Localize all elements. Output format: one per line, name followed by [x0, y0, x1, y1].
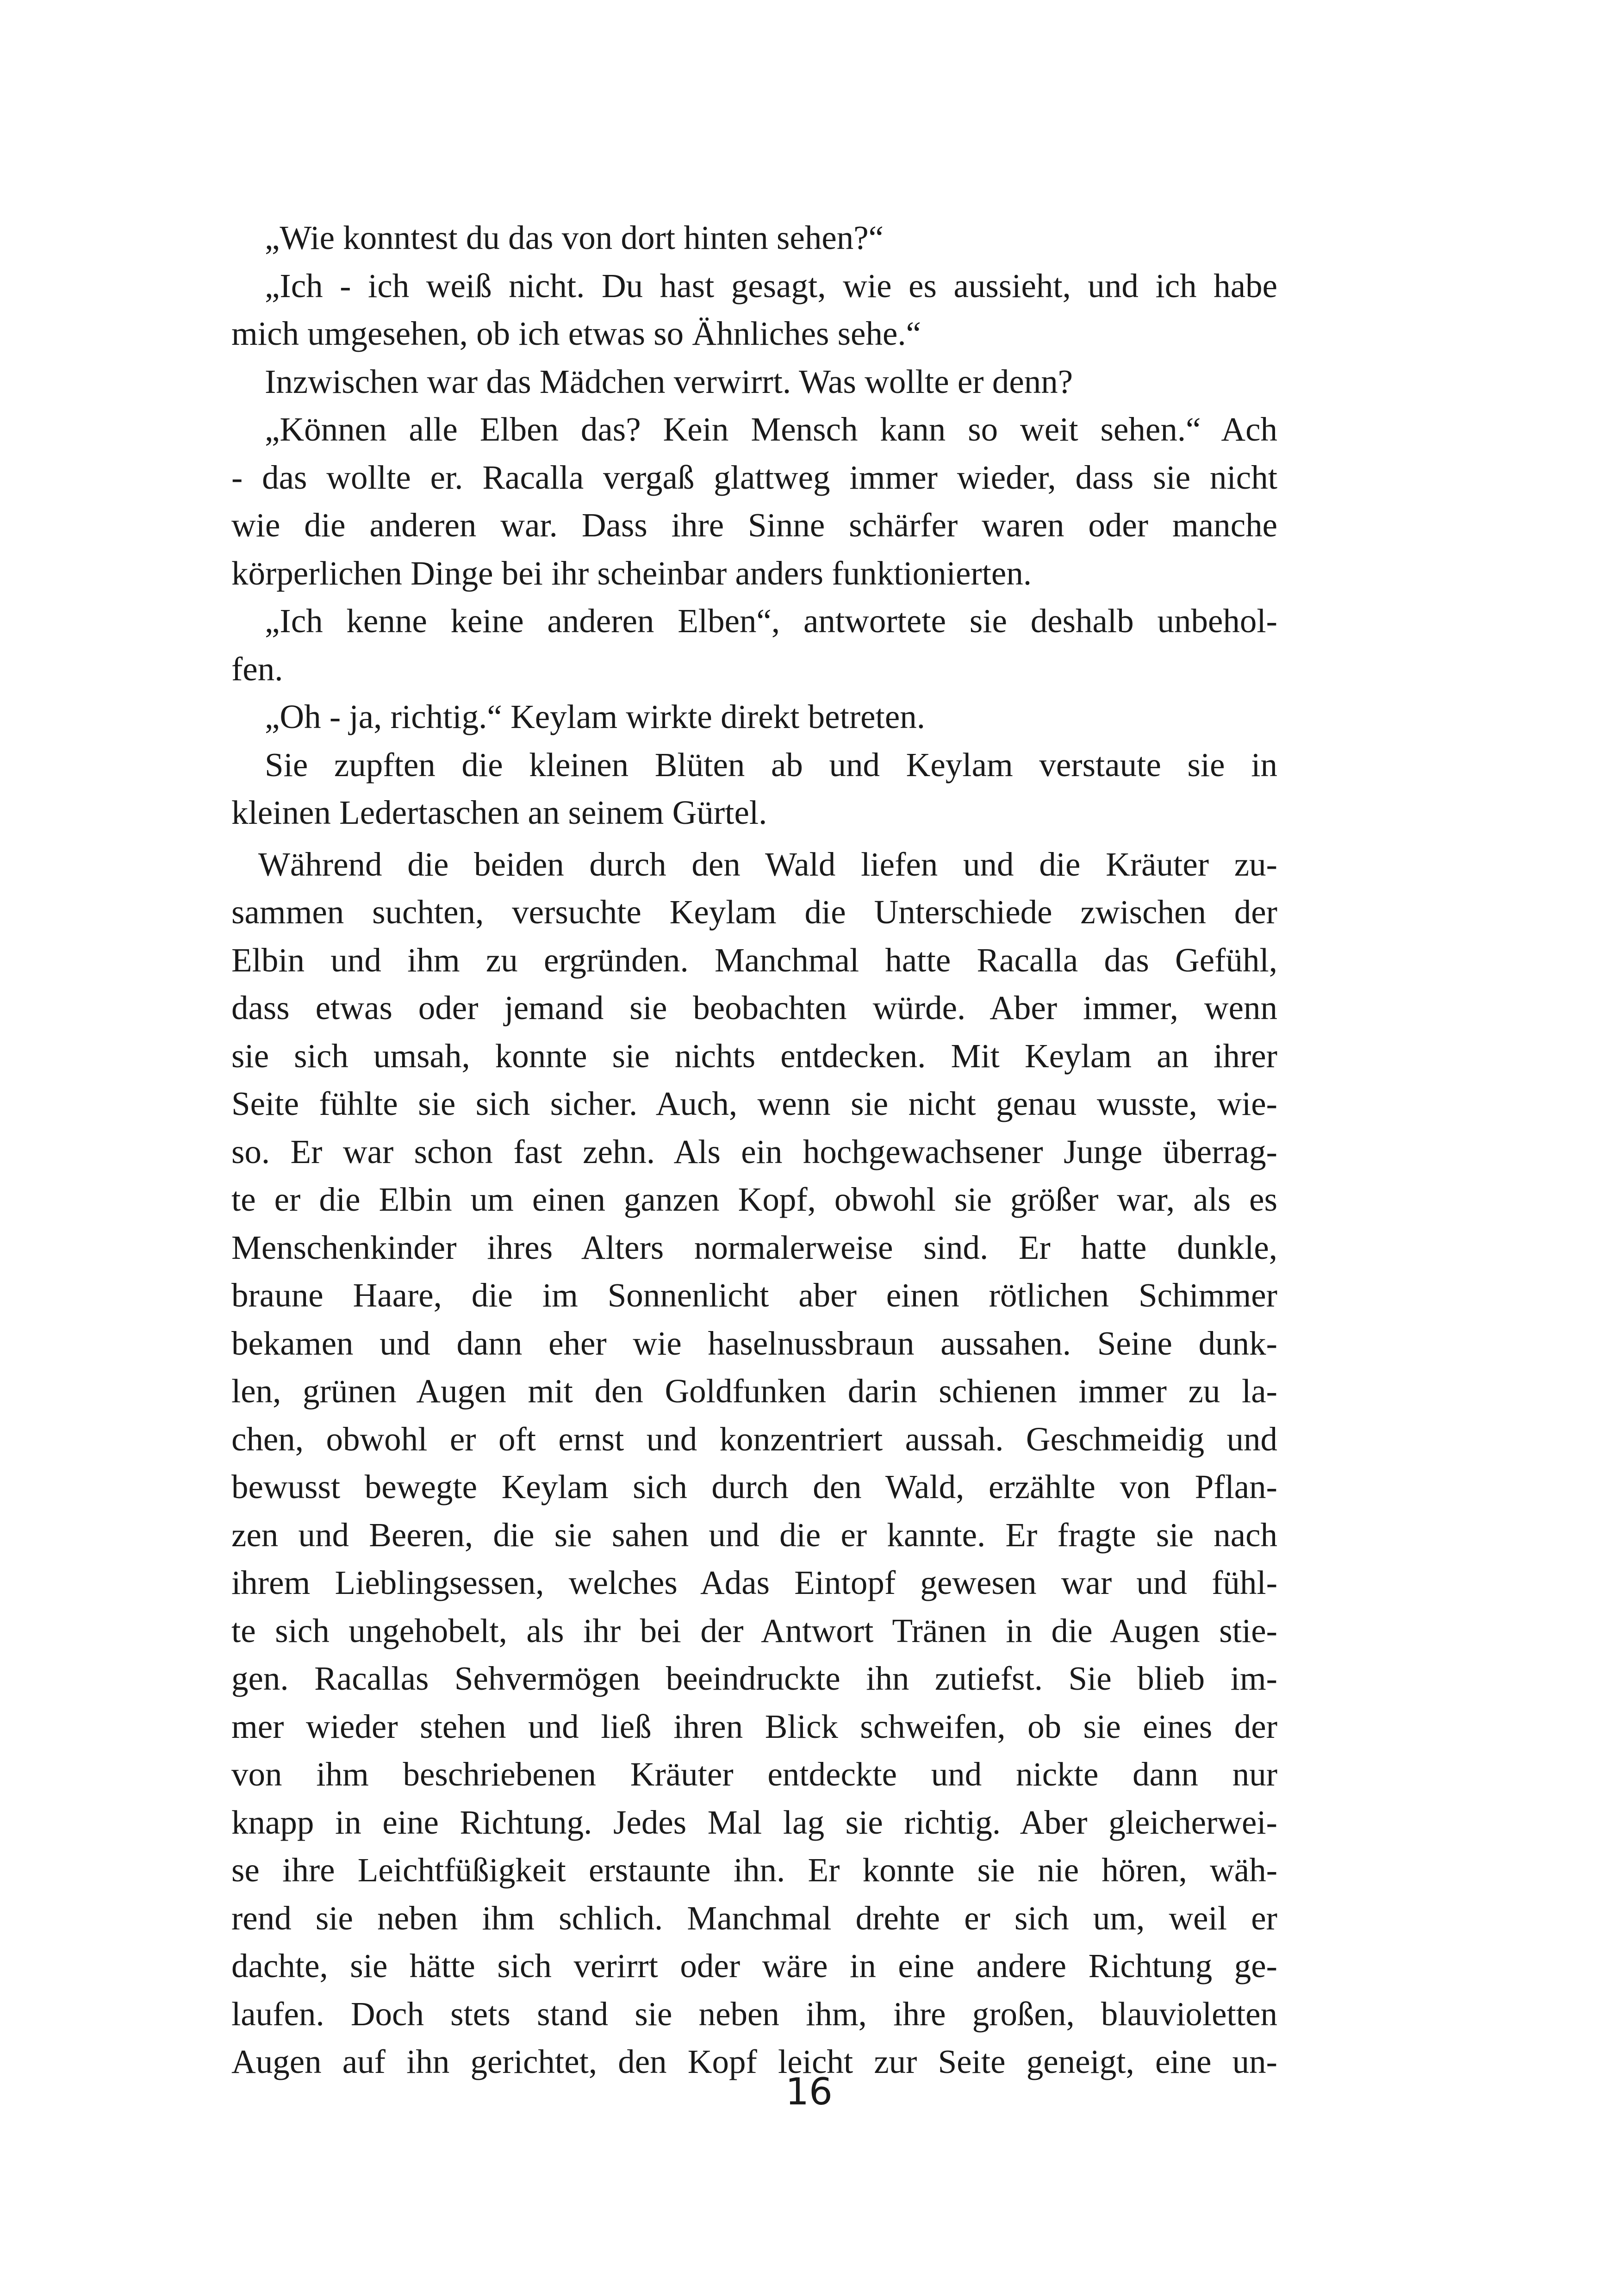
text-line-18: sie sich umsah, konnte sie nichts entdecken. Mit Keylam an ihrer [231, 1037, 1277, 1075]
text-line-1: „Wie konntest du das von dort hinten sehen?“ [265, 219, 884, 256]
text-line-32: mer wieder stehen und ließ ihren Blick schweifen, ob sie eines der [231, 1707, 1277, 1745]
text-line-13: kleinen Ledertaschen an seinem Gürtel. [231, 794, 767, 831]
text-line-8: körperlichen Dinge bei ihr scheinbar anders funktionierten. [231, 554, 1032, 592]
text-line-17: dass etwas oder jemand sie beobachten würde. Aber immer, wenn [231, 989, 1277, 1027]
text-line-4: Inzwischen war das Mädchen verwirrt. Was wollte er denn? [265, 362, 1073, 400]
text-line-16: Elbin und ihm zu ergründen. Manchmal hatte Racalla das Gefühl, [231, 941, 1277, 979]
page-number: 16 [785, 2070, 833, 2113]
text-line-35: se ihre Leichtfüßigkeit erstaunte ihn. Er konnte sie nie hören, wäh- [231, 1851, 1277, 1889]
text-line-39: Augen auf ihn gerichtet, den Kopf leicht zur Seite geneigt, eine un- [231, 2043, 1277, 2080]
text-line-5: „Können alle Elben das? Kein Mensch kann so weit sehen.“ Ach [265, 411, 1277, 448]
text-line-10: fen. [231, 650, 283, 688]
text-line-24: bekamen und dann eher wie haselnussbraun aussahen. Seine dunk- [231, 1324, 1277, 1362]
text-line-34: knapp in eine Richtung. Jedes Mal lag sie richtig. Aber gleicherwei- [231, 1803, 1277, 1841]
text-line-27: bewusst bewegte Keylam sich durch den Wald, erzählte von Pflan- [231, 1468, 1277, 1506]
text-line-29: ihrem Lieblingsessen, welches Adas Eintopf gewesen war und fühl- [231, 1564, 1277, 1601]
text-line-6: - das wollte er. Racalla vergaß glattweg immer wieder, dass sie nicht [231, 458, 1277, 496]
text-line-33: von ihm beschriebenen Kräuter entdeckte und nickte dann nur [231, 1755, 1277, 1793]
text-line-38: laufen. Doch stets stand sie neben ihm, ihre großen, blauvioletten [231, 1995, 1277, 2033]
text-line-9: „Ich kenne keine anderen Elben“, antwortete sie deshalb unbehol- [265, 602, 1277, 640]
text-line-3: mich umgesehen, ob ich etwas so Ähnliches sehe.“ [231, 315, 921, 352]
text-line-14: Während die beiden durch den Wald liefen und die Kräuter zu- [258, 845, 1277, 883]
text-line-25: len, grünen Augen mit den Goldfunken darin schienen immer zu la- [231, 1372, 1277, 1410]
text-line-11: „Oh - ja, richtig.“ Keylam wirkte direkt betreten. [265, 698, 925, 735]
text-line-19: Seite fühlte sie sich sicher. Auch, wenn sie nicht genau wusste, wie- [231, 1085, 1277, 1122]
text-line-7: wie die anderen war. Dass ihre Sinne schärfer waren oder manche [231, 506, 1277, 544]
text-line-37: dachte, sie hätte sich verirrt oder wäre in eine andere Richtung ge- [231, 1947, 1277, 1985]
text-line-23: braune Haare, die im Sonnenlicht aber einen rötlichen Schimmer [231, 1276, 1277, 1314]
text-line-31: gen. Racallas Sehvermögen beeindruckte ihn zutiefst. Sie blieb im- [231, 1660, 1277, 1697]
body-text [231, 214, 1277, 2086]
text-line-26: chen, obwohl er oft ernst und konzentriert aussah. Geschmeidig und [231, 1420, 1277, 1458]
text-line-12: Sie zupften die kleinen Blüten ab und Keylam verstaute sie in [265, 746, 1277, 784]
text-line-36: rend sie neben ihm schlich. Manchmal drehte er sich um, weil er [231, 1899, 1277, 1937]
text-line-21: te er die Elbin um einen ganzen Kopf, obwohl sie größer war, als es [231, 1181, 1277, 1218]
text-line-22: Menschenkinder ihres Alters normalerweise sind. Er hatte dunkle, [231, 1228, 1277, 1266]
text-line-20: so. Er war schon fast zehn. Als ein hochgewachsener Junge überrag- [231, 1132, 1277, 1170]
text-line-2: „Ich - ich weiß nicht. Du hast gesagt, wie es aussieht, und ich habe [265, 267, 1277, 305]
text-line-28: zen und Beeren, die sie sahen und die er kannte. Er fragte sie nach [231, 1516, 1277, 1554]
text-line-15: sammen suchten, versuchte Keylam die Unterschiede zwischen der [231, 893, 1277, 931]
text-line-30: te sich ungehobelt, als ihr bei der Antwort Tränen in die Augen stie- [231, 1612, 1277, 1649]
